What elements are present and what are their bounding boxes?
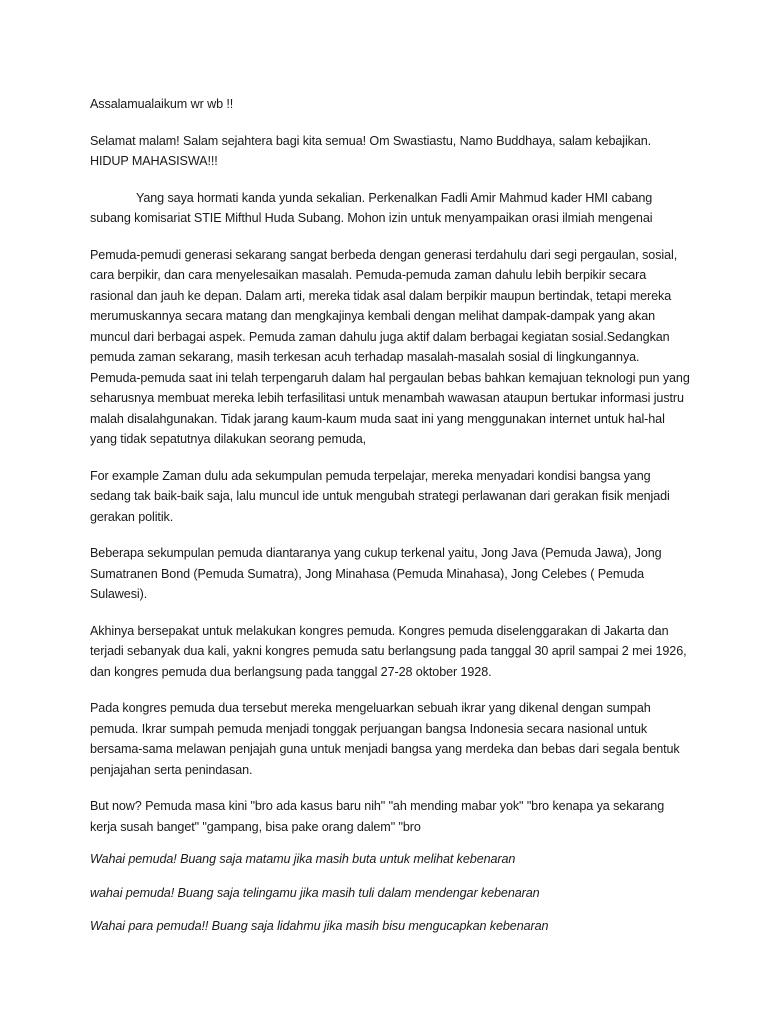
italic-quote-line: wahai pemuda! Buang saja telingamu jika masih tuli dalam mendengar kebenaran	[90, 885, 540, 900]
italic-quote-line: Wahai para pemuda!! Buang saja lidahmu jika masih bisu mengucapkan kebenaran	[90, 919, 549, 933]
body-paragraph: Pemuda-pemudi generasi sekarang sangat berbeda dengan generasi terdahulu dari segi pergaulan, sosial, cara berpikir, dan cara menyelesaikan masalah. Pemuda-pemuda zaman dahulu lebih berpikir secara rasional dan jauh ke depan. Dalam arti, mereka tidak asal dalam berpikir maupun bertindak, tetapi mereka merumuskannya secara matang dan mengkajinya kembali dengan melihat dampak-dampak yang akan muncul dari berbagai aspek. Pemuda zaman dahulu juga aktif dalam berbagai kegiatan sosial.Sedangkan pemuda zaman sekarang, masih terkesan acuh terhadap masalah-masalah sosial di lingkungannya. Pemuda-pemuda saat ini telah terpengaruh dalam hal pergaulan bebas bahkan kemajuan teknologi pun yang seharusnya membuat mereka lebih terfasilitasi untuk menambah wawasan ataupun bertukar informasi justru malah disalahgunakan. Tidak jarang kaum-kaum muda saat ini yang menggunakan internet untuk hal-hal yang tidak sepatutnya dilakukan seorang pemuda,	[90, 247, 690, 446]
body-paragraph: But now? Pemuda masa kini "bro ada kasus baru nih" "ah mending mabar yok" "bro kenapa ya sekarang kerja susah banget" "gampang, bisa pake orang dalem" "bro	[90, 799, 665, 834]
greeting-line: Assalamualaikum wr wb !!	[90, 97, 234, 111]
body-paragraph: Pada kongres pemuda dua tersebut mereka mengeluarkan sebuah ikrar yang dikenal dengan sumpah pemuda. Ikrar sumpah pemuda menjadi tonggak perjuangan bangsa Indonesia secara nasional untuk bersama-sama melawan penjajah guna untuk menjadi bangsa yang merdeka dan bebas dari segala bentuk penjajahan serta penindasan.	[90, 701, 680, 777]
document-body	[90, 94, 690, 950]
opening-paragraph: Selamat malam! Salam sejahtera bagi kita semua! Om Swastiastu, Namo Buddhaya, salam kebajikan. HIDUP MAHASISWA!!!	[90, 133, 652, 168]
body-paragraph: For example Zaman dulu ada sekumpulan pemuda terpelajar, mereka menyadari kondisi bangsa yang sedang tak baik-baik saja, lalu muncul ide untuk mengubah strategi perlawanan dari gerakan fisik menjadi gerakan politik.	[90, 468, 670, 524]
intro-paragraph: Yang saya hormati kanda yunda sekalian. Perkenalkan Fadli Amir Mahmud kader HMI cabang subang komisariat STIE Mifthul Huda Subang. Mohon izin untuk menyampaikan orasi ilmiah mengenai	[90, 190, 653, 225]
italic-quote-line: Wahai pemuda! Buang saja matamu jika masih buta untuk melihat kebenaran	[90, 852, 516, 866]
body-paragraph: Beberapa sekumpulan pemuda diantaranya yang cukup terkenal yaitu, Jong Java (Pemuda Jawa), Jong Sumatranen Bond (Pemuda Sumatra), Jong Minahasa (Pemuda Minahasa), Jong Celebes ( Pemuda Sulawesi).	[90, 546, 662, 601]
body-paragraph: Akhinya bersepakat untuk melakukan kongres pemuda. Kongres pemuda diselenggarakan di Jakarta dan terjadi sebanyak dua kali, yakni kongres pemuda satu berlangsung pada tanggal 30 april sampai 2 mei 1926, dan kongres pemuda dua berlangsung pada tanggal 27-28 oktober 1928.	[90, 623, 687, 679]
